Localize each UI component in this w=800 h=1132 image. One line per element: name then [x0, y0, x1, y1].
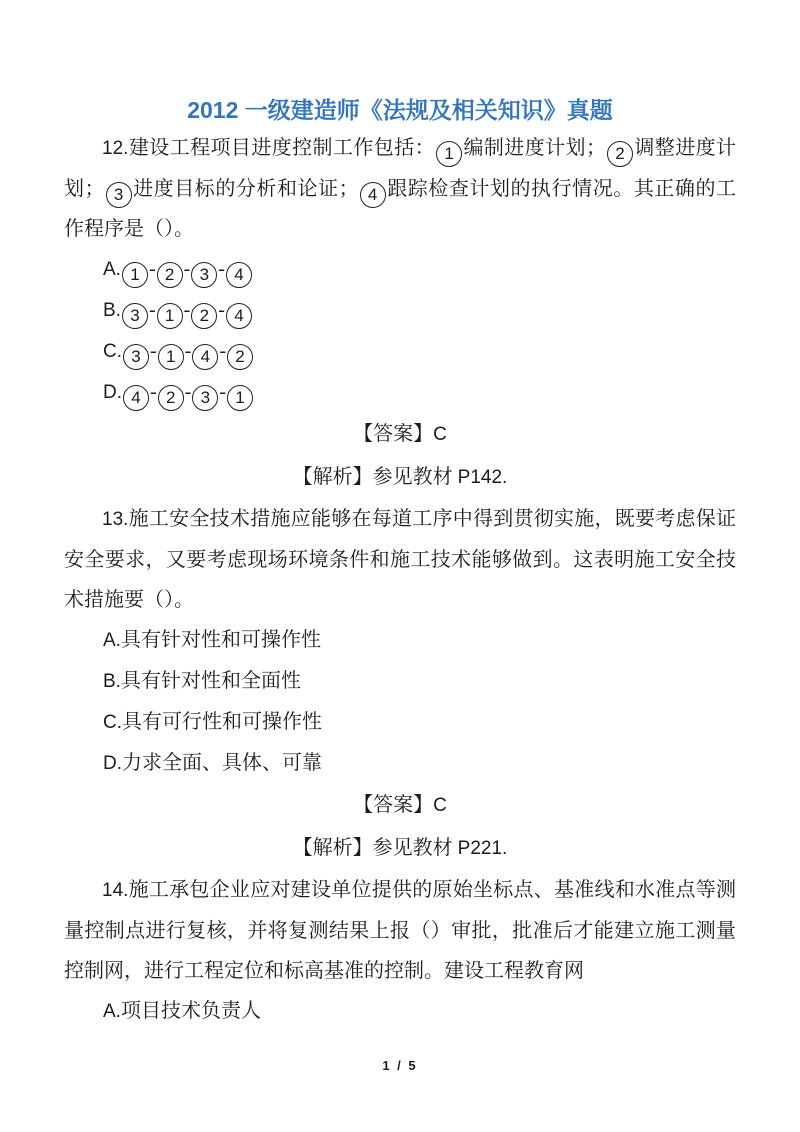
- option-letter: D.: [103, 753, 122, 774]
- question-12-stem: [64, 128, 736, 249]
- circled-number: 3: [106, 182, 132, 208]
- question-13-stem: [64, 499, 736, 620]
- circled-number: 1: [436, 141, 462, 167]
- option-letter: C.: [103, 341, 122, 362]
- option-letter: C.: [103, 712, 122, 733]
- question-14-text: 施工承包企业应对建设单位提供的原始坐标点、基准线和水准点等测量控制点进行复核，并将复测结果上报（）审批，批准后才能建立施工测量控制网，进行工程定位和标高基准的控制。建设工程教育网: [64, 879, 736, 982]
- option-text: 4 - 2 - 3 - 1: [122, 381, 254, 403]
- analysis-label: 【解析】: [292, 837, 373, 859]
- option-text: 3 - 1 - 2 - 4: [121, 299, 253, 321]
- question-13-number: 13.: [102, 509, 129, 530]
- question-13-analysis-line: [64, 827, 736, 870]
- circled-number: 1: [158, 344, 184, 370]
- question-12-option-b: [64, 290, 736, 331]
- question-13-option-d: [64, 743, 736, 784]
- option-text: 具有针对性和全面性: [120, 670, 301, 692]
- option-text: 项目技术负责人: [120, 1000, 261, 1022]
- option-text: 具有可行性和可操作性: [122, 711, 322, 733]
- circled-number: 4: [360, 182, 386, 208]
- page-title: 2012 一级建造师《法规及相关知识》真题: [187, 97, 613, 123]
- question-12-answer-line: [64, 413, 736, 456]
- question-13-option-a: [64, 620, 736, 661]
- option-text: 1 - 2 - 3 - 4: [121, 258, 253, 280]
- option-letter: A.: [103, 1001, 121, 1022]
- question-12-option-c: [64, 331, 736, 372]
- circled-number: 4: [192, 344, 218, 370]
- answer-label: 【答案】: [353, 794, 434, 816]
- option-letter: A.: [103, 630, 121, 651]
- circled-number: 2: [157, 262, 183, 288]
- option-text: 力求全面、具体、可靠: [122, 752, 322, 774]
- option-letter: D.: [103, 382, 122, 403]
- circled-number: 2: [191, 303, 217, 329]
- question-12-option-d: [64, 372, 736, 413]
- document-content: [0, 92, 800, 1032]
- question-14-number: 14.: [102, 880, 129, 901]
- circled-number: 2: [607, 141, 633, 167]
- circled-number: 1: [157, 303, 183, 329]
- question-12-analysis-line: [64, 456, 736, 499]
- circled-number: 2: [158, 385, 184, 411]
- question-12-number: 12.: [102, 138, 129, 159]
- option-letter: B.: [103, 671, 121, 692]
- circled-number: 1: [227, 385, 253, 411]
- analysis-page-ref: P142.: [457, 467, 508, 488]
- question-14-option-a: [64, 991, 736, 1032]
- question-12-option-a: [64, 249, 736, 290]
- circled-number: 4: [226, 303, 252, 329]
- option-text: 3 - 1 - 4 - 2: [122, 340, 254, 362]
- question-13-option-c: [64, 702, 736, 743]
- circled-number: 3: [192, 385, 218, 411]
- circled-number: 3: [123, 344, 149, 370]
- question-13-text: 施工安全技术措施应能够在每道工序中得到贯彻实施，既要考虑保证安全要求，又要考虑现场环境条件和施工技术能够做到。这表明施工安全技术措施要（）。: [64, 508, 736, 611]
- option-letter: A.: [103, 259, 121, 280]
- option-text: 具有针对性和可操作性: [120, 629, 321, 651]
- circled-number: 1: [122, 262, 148, 288]
- answer-value: C: [433, 795, 447, 816]
- answer-label: 【答案】: [353, 423, 434, 445]
- question-12-text: 建设工程项目进度控制工作包括： 1 编制进度计划； 2 调整进度计划； 3 进度目标的分析和论证； 4 跟踪检查计划的执行情况。其正确的工作程序是（）。: [64, 137, 737, 240]
- question-14-stem: [64, 870, 736, 991]
- analysis-label: 【解析】: [292, 466, 373, 488]
- circled-number: 2: [227, 344, 253, 370]
- question-13-option-b: [64, 661, 736, 702]
- analysis-text: 参见教材: [372, 837, 453, 859]
- analysis-page-ref: P221.: [457, 838, 508, 859]
- answer-value: C: [433, 424, 447, 445]
- circled-number: 3: [191, 262, 217, 288]
- page-number: 1 / 5: [382, 1058, 418, 1073]
- analysis-text: 参见教材: [372, 466, 453, 488]
- circled-number: 4: [226, 262, 252, 288]
- circled-number: 3: [122, 303, 148, 329]
- question-13-answer-line: [64, 784, 736, 827]
- circled-number: 4: [123, 385, 149, 411]
- option-letter: B.: [103, 300, 121, 321]
